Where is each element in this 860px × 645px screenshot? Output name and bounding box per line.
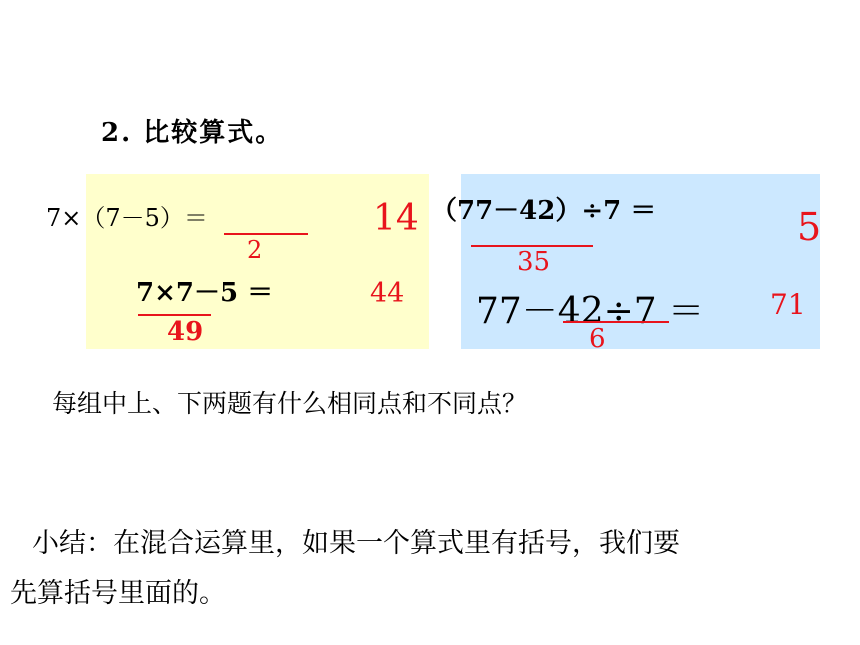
summary-line-2: 先算括号里面的。: [10, 578, 226, 609]
right-step2-underline: [563, 321, 669, 323]
left-step2-underline: [138, 314, 211, 316]
comparison-question: 每组中上、下两题有什么相同点和不同点？: [52, 389, 528, 418]
left-expression-2: 7×7－5 ＝: [136, 278, 274, 308]
right-result-1: 5: [797, 205, 822, 249]
left-step2-value: 49: [167, 317, 204, 347]
left-expression-1: 7×（7－5）＝: [46, 204, 208, 232]
right-expression-1: （77－42）÷7 ＝: [431, 196, 657, 226]
right-step2-value: 6: [589, 324, 606, 354]
left-step1-underline: [224, 233, 308, 235]
right-step1-value: 35: [517, 247, 551, 277]
right-result-2: 71: [770, 288, 806, 321]
left-result-2: 44: [370, 278, 405, 309]
right-expression-2: 77－42÷7 ＝: [476, 291, 705, 332]
left-step1-value: 2: [247, 236, 263, 264]
exercise-title: 2. 比较算式。: [101, 118, 284, 148]
left-result-1: 14: [373, 198, 419, 239]
summary-line-1: 小结：在混合运算里，如果一个算式里有括号，我们要: [32, 528, 680, 559]
